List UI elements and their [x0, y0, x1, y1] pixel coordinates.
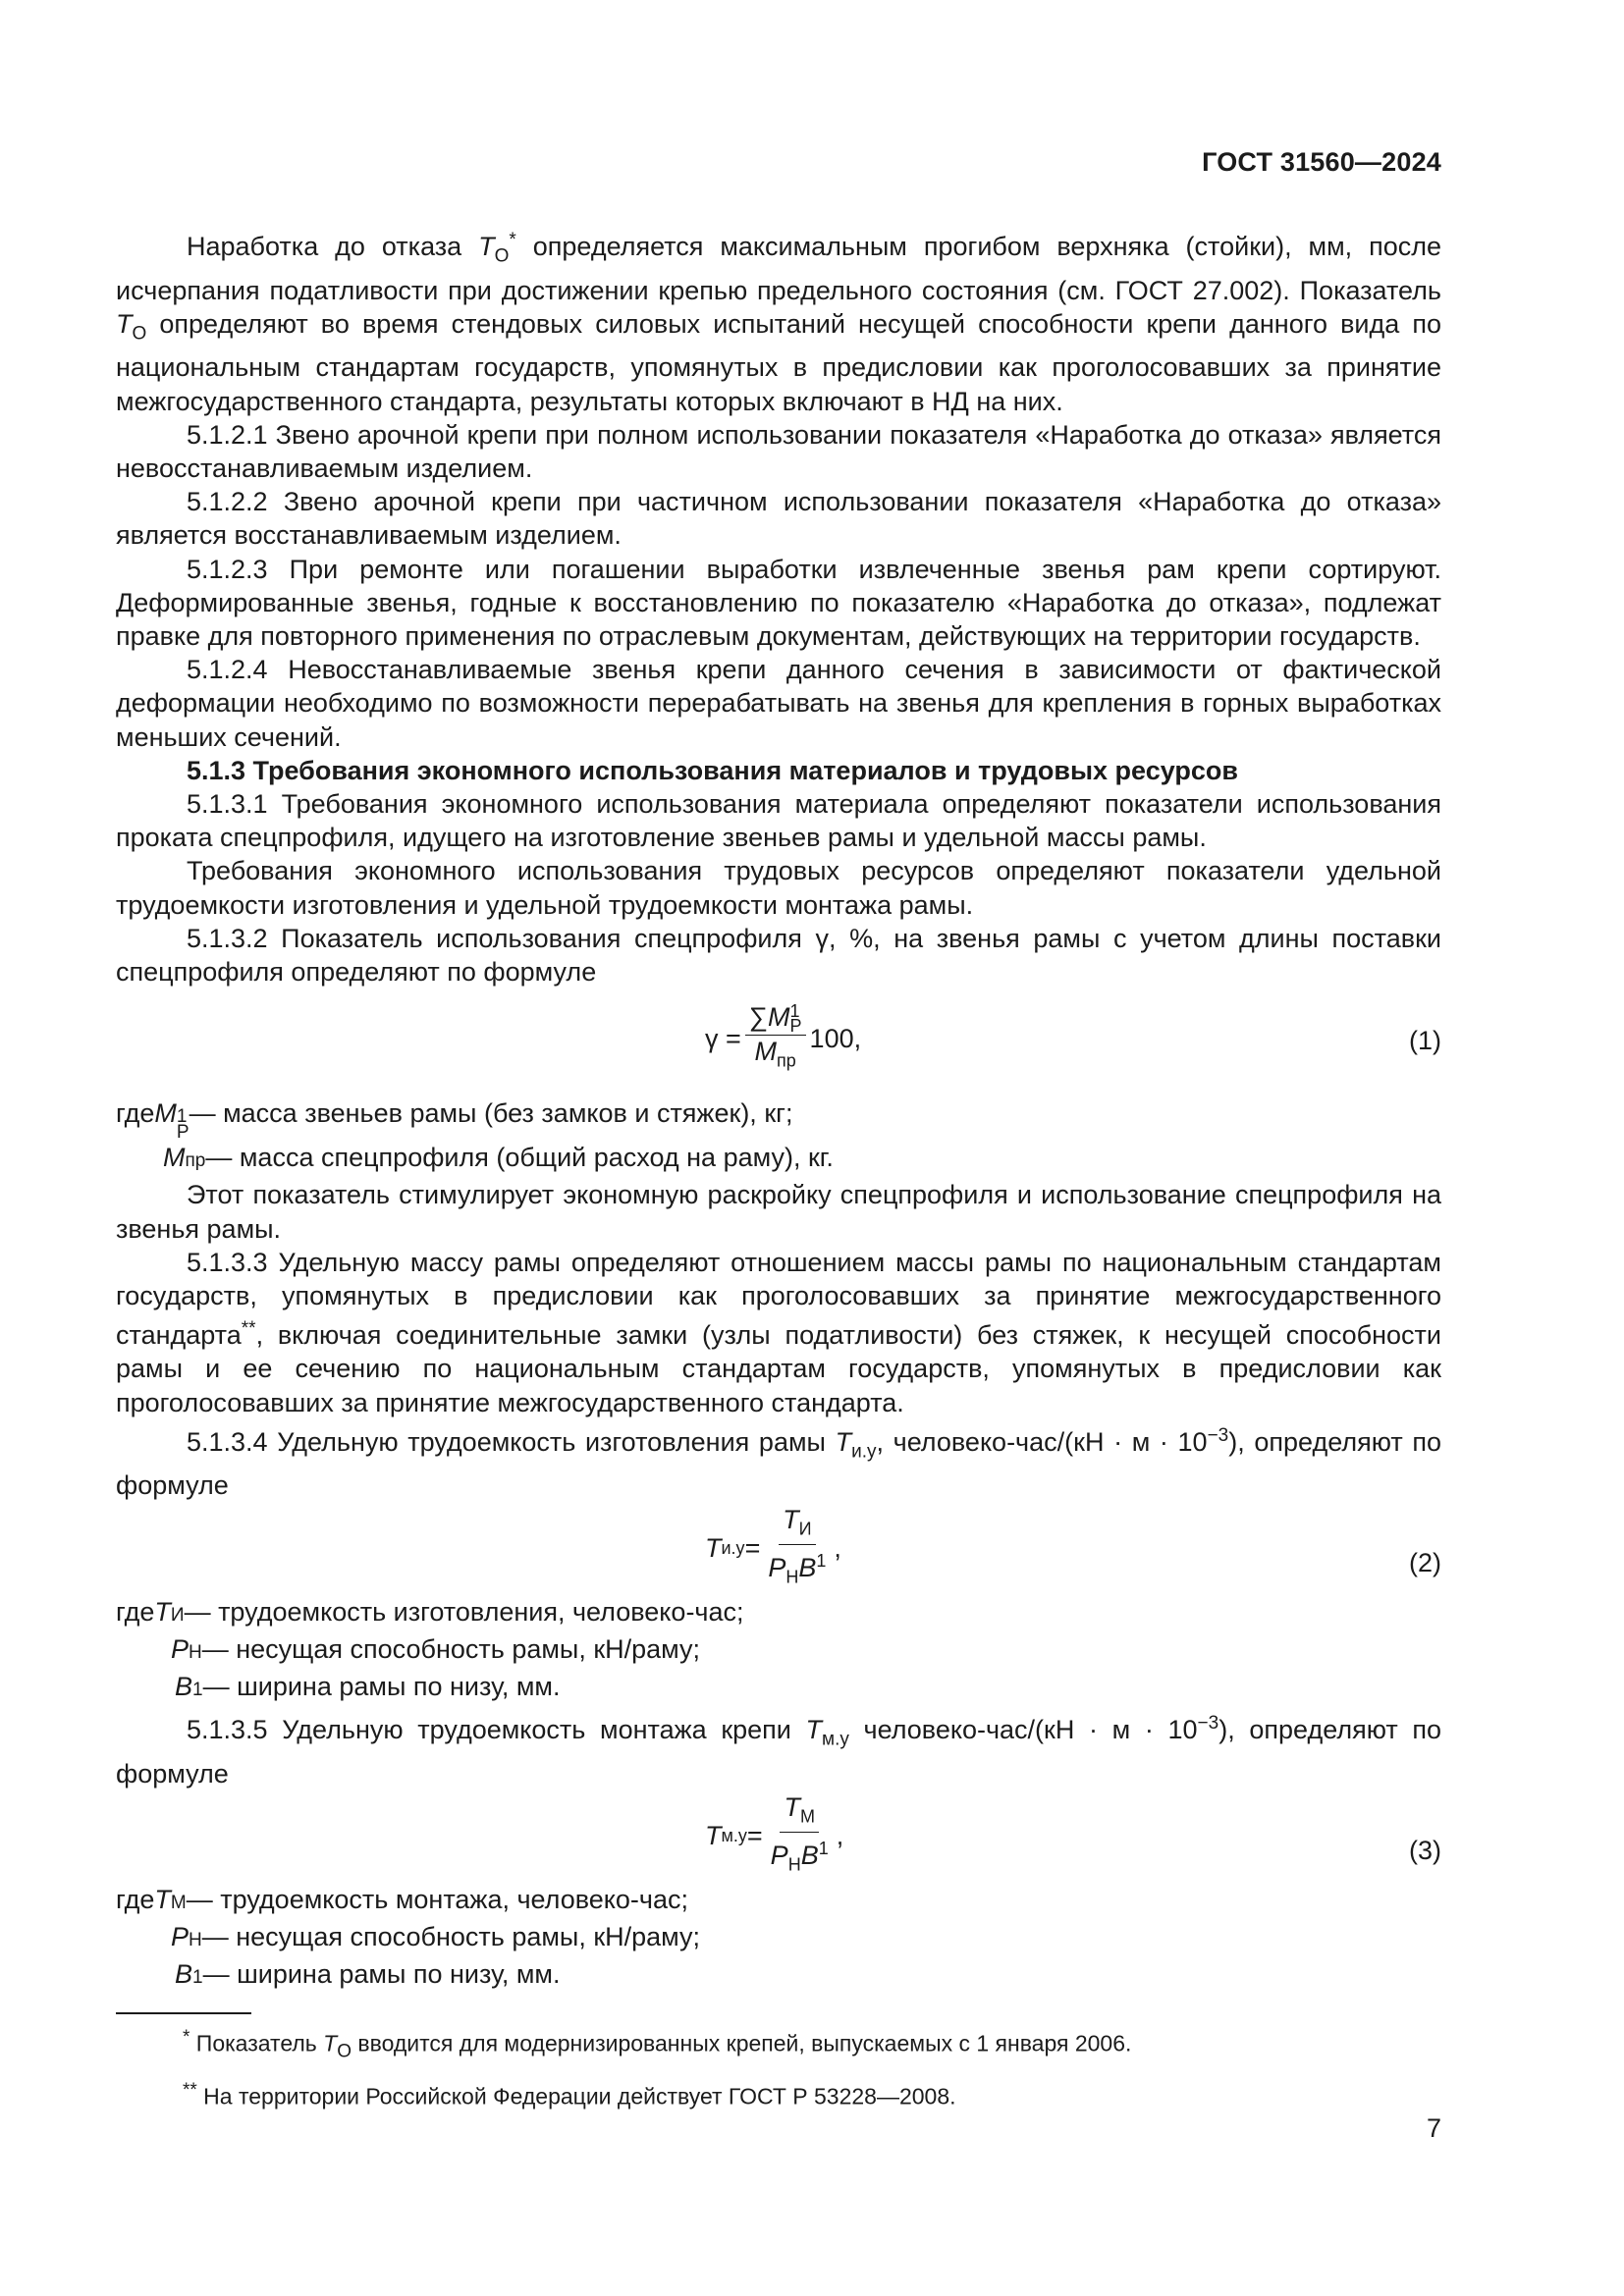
body-text	[116, 224, 1441, 1996]
footnotes	[183, 2018, 1131, 2116]
equation-number-2: (2)	[1409, 1547, 1441, 1577]
paragraph-5-1-3-1: 5.1.3.1 Требования экономного использования материала определяют показатели использования проката спецпрофиля, идущего на изготовление звеньев рамы и удельной массы рамы.	[116, 789, 1441, 853]
paragraph-5-1-3-3: 5.1.3.3 Удельную массу рамы определяют отношением массы рамы по национальным стандартам государств, упомянутых в предисловии как проголосовавших за принятие межгосударственного стандарта**, включая соединительные замки (узлы податливости) без стяжек, к несущей способности рамы и ее сечению по национальным стандартам государств, упомянутых в предисловии как проголосовавших за принятие межгосударственного стандарта.	[116, 1247, 1441, 1417]
page-number: 7	[1426, 2113, 1441, 2143]
formula-2-expression: T и.у = $\frac{T_И}{P_НB^1}$ ,	[705, 1505, 841, 1592]
paragraph-5-1-3-4: 5.1.3.4 Удельную трудоемкость изготовления рамы $T_{и.у}$, человеко-час/(кН · $м \cdot 10^{-3}$), определяют по формуле	[116, 1424, 1441, 1501]
footnote-separator	[116, 2012, 251, 2014]
equation-number-1: (1)	[1409, 1026, 1441, 1056]
equation-number-3: (3)	[1409, 1836, 1441, 1866]
legend-formula-3: где T М — трудоемкость монтажа, человеко-час; P Н — несущая способность рамы, кН/раму; B 1 — ширина рамы по низу, мм.	[116, 1885, 701, 1990]
paragraph-5-1-2-2: 5.1.2.2 Звено арочной крепи при частичном использовании показателя «Наработка до отказа» является восстанавливаемым изделием.	[116, 487, 1441, 551]
document-code-header: ГОСТ 31560—2024	[1202, 147, 1441, 177]
paragraph-5-1-2-1: 5.1.2.1 Звено арочной крепи при полном использовании показателя «Наработка до отказа» является невосстанавливаемым изделием.	[116, 419, 1441, 483]
formula-1-expression: γ = ∑M 1 Р $M_{пр}$ 100,	[705, 1002, 861, 1075]
paragraph-5-1-3-2: 5.1.3.2 Показатель использования спецпрофиля γ, %, на звенья рамы с учетом длины поставки спецпрофиля определяют по формуле	[116, 923, 1441, 988]
paragraph-5-1-2-3: 5.1.2.3 При ремонте или погашении выработки извлеченные звенья рам крепи сортируют. Деформированные звенья, годные к восстановлению по показателю «Наработка до отказа», подлежат правке для повторного применения по отраслевым документам, действующих на территории государств.	[116, 554, 1441, 652]
formula-3	[116, 1790, 1441, 1883]
formula-1-fraction: ∑M 1 Р $M_{пр}$	[745, 1002, 806, 1075]
footnote-1: * Показатель $T_О$ вводится для модернизированных крепей, выпускаемых с 1 января 2006.	[183, 2027, 1132, 2062]
legend-formula-2: где T И — трудоемкость изготовления, человеко-час; P Н — несущая способность рамы, кН/раму; B 1 — ширина рамы по низу, мм.	[116, 1596, 744, 1702]
paragraph-labor-resources: Требования экономного использования трудовых ресурсов определяют показатели удельной трудоемкости изготовления и удельной трудоемкости монтажа рамы.	[116, 856, 1441, 920]
paragraph-indicator-note: Этот показатель стимулирует экономную раскройку спецпрофиля и использование спецпрофиля на звенья рамы.	[116, 1180, 1441, 1244]
formula-3-fraction: $\frac{T_М}{P_НB^1}$	[770, 1792, 829, 1875]
paragraph-5-1-3-5: 5.1.3.5 Удельную трудоемкость монтажа крепи $T_{м.у}$ человеко-час/(кН · $м \cdot 10^{-3}$), определяют по формуле	[116, 1713, 1442, 1789]
section-heading-5-1-3: 5.1.3 Требования экономного использования материалов и трудовых ресурсов	[187, 755, 1238, 785]
formula-3-expression: T м.у = $\frac{T_М}{P_НB^1}$ ,	[705, 1792, 843, 1880]
footnote-2: ** На территории Российской Федерации действует ГОСТ Р 53228—2008.	[183, 2080, 956, 2109]
formula-1	[116, 988, 1441, 1096]
paragraph-5-1-2-4: 5.1.2.4 Невосстанавливаемые звенья крепи данного сечения в зависимости от фактической деформации необходимо по возможности перерабатывать на звенья для крепления в горных выработках меньших сечений.	[116, 655, 1441, 752]
formula-2-fraction: $\frac{T_И}{P_НB^1}$	[768, 1504, 827, 1587]
formula-2	[116, 1503, 1441, 1595]
legend-formula-1: где M 1 Р — масса звеньев рамы (без замков и стяжек), кг; M пр — масса спецпрофиля (общий расход на раму), кг.	[116, 1098, 834, 1173]
paragraph-time-to-failure: Наработка до отказа $T_О^*$ определяется максимальным прогибом верхняка (стойки), мм, после исчерпания податливости при достижении крепью предельного состояния (см. ГОСТ 27.002). Показатель $T_О$ определяют во время стендовых силовых испытаний несущей способности крепи данного вида по национальным стандартам государств, упомянутых в предисловии как проголосовавших за принятие межгосударственного стандарта, результаты которых включают в НД на них.	[116, 230, 1441, 416]
